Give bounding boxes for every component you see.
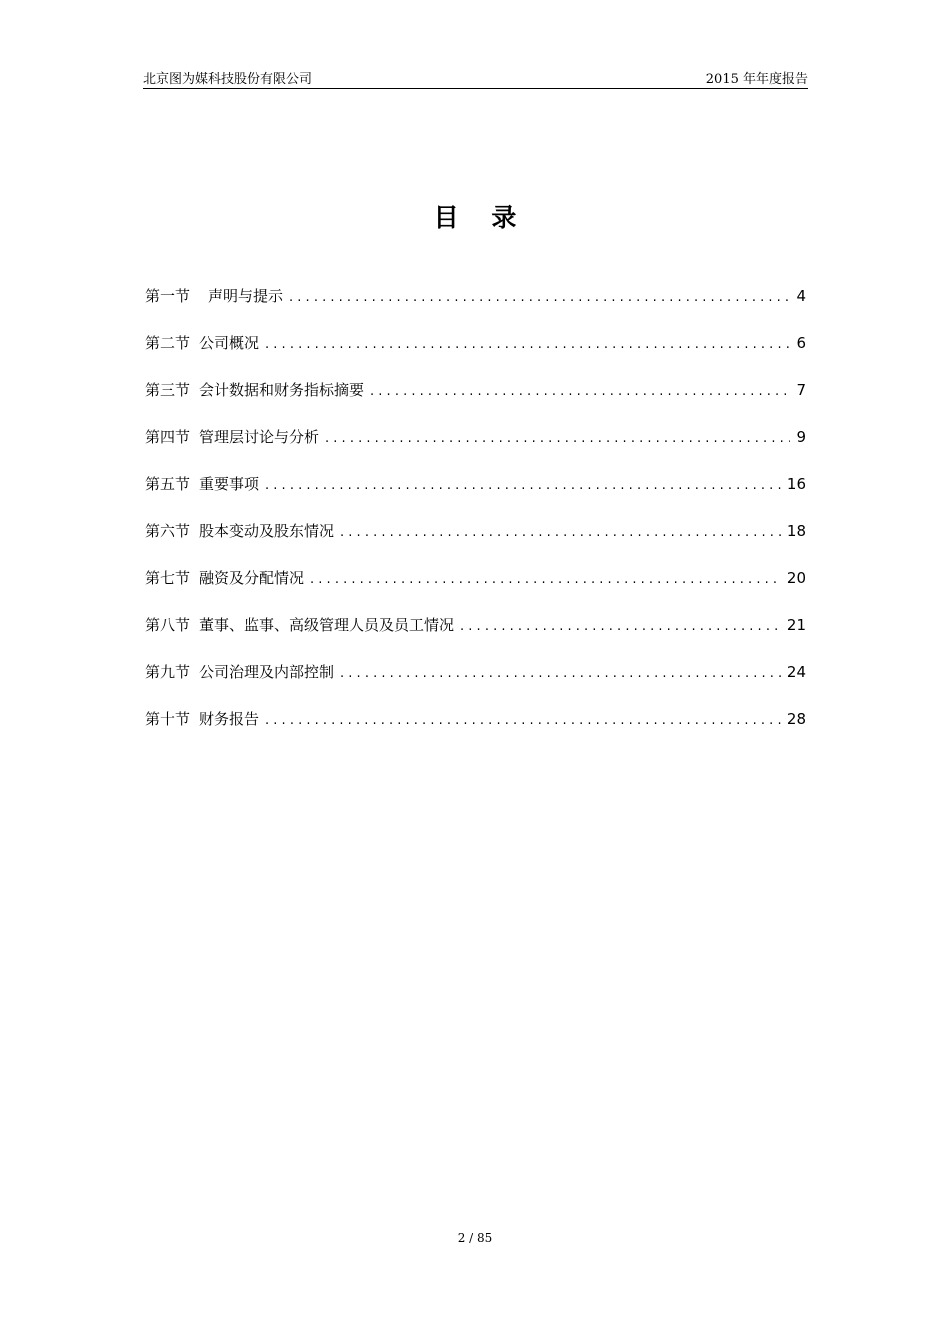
toc-section-title: 董事、监事、高级管理人员及员工情况 [199, 616, 455, 634]
toc-page-number: 24 [786, 663, 806, 681]
toc-page-number: 20 [786, 569, 806, 587]
toc-section-title: 管理层讨论与分析 [199, 428, 320, 446]
toc-section-title: 公司治理及内部控制 [199, 663, 335, 681]
toc-entry[interactable] [145, 425, 806, 472]
toc-leader-dots [340, 521, 781, 545]
toc-section-number: 第二节 [145, 334, 191, 352]
toc-entry[interactable] [145, 613, 806, 660]
toc-section-number: 第五节 [145, 475, 191, 493]
toc-page-number: 21 [786, 616, 806, 634]
toc-section-title: 声明与提示 [208, 287, 284, 305]
toc-section-number: 第十节 [145, 710, 191, 728]
toc-section-title: 会计数据和财务指标摘要 [199, 381, 365, 399]
toc-entry[interactable] [145, 284, 806, 331]
toc-section-title: 融资及分配情况 [199, 569, 305, 587]
toc-section-number: 第七节 [145, 569, 191, 587]
toc-section-number: 第四节 [145, 428, 191, 446]
page-footer-number: 2 / 85 [457, 1231, 493, 1245]
toc-page-number: 9 [796, 428, 806, 446]
toc-page-number: 6 [796, 334, 806, 352]
toc-leader-dots [370, 380, 790, 404]
toc-entry[interactable] [145, 566, 806, 613]
toc-title: 目 录 [433, 203, 529, 232]
toc-section-number: 第九节 [145, 663, 191, 681]
toc-leader-dots [265, 709, 781, 733]
toc-leader-dots [460, 615, 781, 639]
toc-entry[interactable] [145, 707, 806, 754]
toc-entry[interactable] [145, 660, 806, 707]
toc-leader-dots [289, 286, 790, 310]
toc-section-title: 公司概况 [199, 334, 260, 352]
toc-leader-dots [325, 427, 790, 451]
toc-page-number: 18 [786, 522, 806, 540]
toc-section-title: 重要事项 [199, 475, 260, 493]
toc-page-number: 7 [796, 381, 806, 399]
toc-entry[interactable] [145, 331, 806, 378]
toc-page-number: 28 [786, 710, 806, 728]
toc-entry[interactable] [145, 472, 806, 519]
toc-section-number: 第三节 [145, 381, 191, 399]
toc-section-number: 第一节 [145, 287, 191, 305]
toc-leader-dots [310, 568, 781, 592]
toc-page-number: 4 [796, 287, 806, 305]
toc-leader-dots [265, 474, 781, 498]
toc-entry[interactable] [145, 378, 806, 425]
page-header [143, 66, 808, 89]
toc-section-number: 第八节 [145, 616, 191, 634]
header-report-title: 2015 年年度报告 [705, 72, 808, 87]
header-company-name: 北京图为媒科技股份有限公司 [143, 72, 313, 87]
toc-section-number: 第六节 [145, 522, 191, 540]
toc-leader-dots [340, 662, 781, 686]
toc-entry[interactable] [145, 519, 806, 566]
toc-leader-dots [265, 333, 790, 357]
toc-section-title: 股本变动及股东情况 [199, 522, 335, 540]
toc-page-number: 16 [786, 475, 806, 493]
toc-list [145, 284, 806, 754]
toc-section-title: 财务报告 [199, 710, 260, 728]
